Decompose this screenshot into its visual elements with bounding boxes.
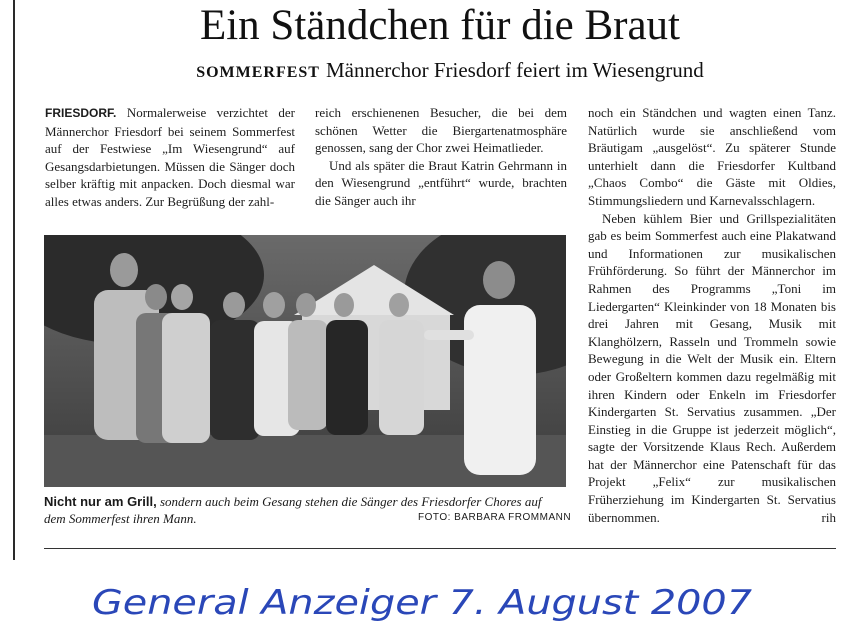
caption-lead: Nicht nur am Grill, <box>44 494 157 509</box>
subheadline <box>0 57 860 86</box>
column-3-paragraph-2-text: Neben kühlem Bier und Grillspezialitäten gab es beim Sommerfest auch eine Plakatwand und Informationen zur musikalischen Frühförderung. So führt der Männerchor im Rahmen des Programms „Toni im Liedergarten“ Kleinkinder von 18 Monaten bis drei Jahren mit Gesang, Musik mit Klanghölzern, Rasseln und Trommeln sowie Bewegung in die Welt der Musik ein. Eltern oder Großeltern kommen dazu regelmäßig mit ihren Kindern oder Enkeln im Friesdorfer Kindergarten St. Servatius zusammen. „Der Einstieg in die Gruppe ist jederzeit möglich“, sagte der Vorsitzende Klaus Rech. Außerdem hat der Männerchor eine Patenschaft für das Projekt „Felix“ zur musikalischen Früherziehung im Kindergarten St. Servatius übernommen. <box>588 210 836 525</box>
article-column-1 <box>45 104 295 211</box>
column-1-text: Normalerweise verzichtet der Männerchor Friesdorf bei seinem Sommerfest auf der Festwiese „Im Wiesengrund“ auf Gesangsdarbietungen. Müssen die Sänger doch selber kräftig mit anpacken. Doch diesmal war alles etwas anders. Zur Begrüßung der zahl- <box>45 105 295 209</box>
choir-photo <box>44 235 566 487</box>
column-3-paragraph-2 <box>588 210 836 527</box>
photo-credit: FOTO: BARBARA FROMMANN <box>418 512 572 523</box>
handwritten-note <box>92 572 812 632</box>
choir-photo-illustration <box>44 235 566 487</box>
column-2-paragraph-1: reich erschienenen Besucher, die bei dem schönen Wetter die Biergartenatmosphäre genossen, sang der Chor zwei Heimatlieder. <box>315 105 567 156</box>
bottom-rule <box>44 548 836 549</box>
handwritten-source-date: General Anzeiger 7. August 2007 <box>92 583 753 623</box>
article-column-2 <box>315 104 567 210</box>
caption-text: sondern auch beim Gesang stehen die Sänger des Friesdorfer Chores auf dem Sommerfest ihren Mann. <box>44 494 542 526</box>
kicker: SOMMERFEST <box>196 64 320 81</box>
column-2-paragraph-2: Und als später die Braut Katrin Gehrmann in den Wiesengrund „entführt“ wurde, brachten die Sänger auch ihr <box>315 157 567 208</box>
author-signature: rih <box>821 509 836 525</box>
article-column-3 <box>588 104 836 526</box>
dateline: FRIESDORF. <box>45 106 117 120</box>
subheadline-text: Männerchor Friesdorf feiert im Wiesengrund <box>325 58 704 82</box>
headline: Ein Ständchen für die Braut <box>199 2 681 49</box>
column-3-paragraph-1: noch ein Ständchen und wagten einen Tanz. Natürlich wurde sie anschließend vom Bräutigam „ausgelöst“. Zu späterer Stunde unterhielt dann die Friesdorfer Kultband „Chaos Combo“ die Gäste mit Oldies, Stimmungsliedern und Karnevalsschlagern. <box>588 105 836 208</box>
